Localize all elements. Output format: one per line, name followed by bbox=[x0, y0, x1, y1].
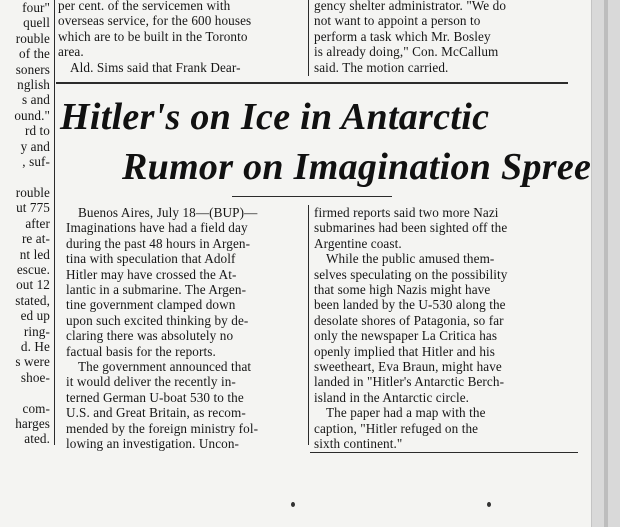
text-line: harges bbox=[15, 415, 50, 431]
text-line: lantic in a submarine. The Argen- bbox=[66, 282, 247, 298]
text-line: sweetheart, Eva Braun, might have bbox=[314, 359, 502, 375]
text-line: Ald. Sims said that Frank Dear- bbox=[70, 59, 241, 75]
text-line: landed in "Hitler's Antarctic Berch- bbox=[314, 374, 505, 390]
text-line: perform a task which Mr. Bosley bbox=[314, 28, 491, 44]
text-line: terned German U-boat 530 to the bbox=[66, 389, 244, 405]
text-line: nt led bbox=[19, 246, 50, 262]
top-right-article bbox=[314, 0, 568, 75]
text-line: nglish bbox=[17, 77, 50, 93]
text-line: per cent. of the servicemen with bbox=[58, 0, 231, 13]
text-line: upon such excited thinking by de- bbox=[66, 312, 249, 328]
text-line: U.S. and Great Britain, as recom- bbox=[66, 405, 246, 421]
text-line: selves speculating on the possibility bbox=[314, 266, 508, 282]
text-line: tine government clamped down bbox=[66, 297, 236, 313]
text-line: The paper had a map with the bbox=[326, 405, 486, 421]
text-line: s were bbox=[15, 354, 50, 370]
text-line: rouble bbox=[15, 30, 50, 46]
text-line: Argentine coast. bbox=[314, 235, 402, 251]
text-line: submarines had been sighted off the bbox=[314, 220, 508, 236]
text-line: ated. bbox=[24, 431, 50, 447]
text-line: of the bbox=[19, 46, 50, 62]
text-line: that some high Nazis might have bbox=[314, 282, 491, 298]
text-line: ound." bbox=[14, 107, 50, 123]
text-line: four" bbox=[22, 0, 50, 15]
text-line: mended by the foreign ministry fol- bbox=[66, 420, 259, 436]
text-line: out 12 bbox=[16, 277, 50, 293]
text-line: ed up bbox=[20, 308, 50, 324]
text-line: While the public amused them- bbox=[326, 251, 495, 267]
text-line: openly implied that Hitler and his bbox=[314, 343, 496, 359]
text-line: rouble bbox=[15, 184, 50, 200]
text-line: Imaginations have had a field day bbox=[66, 220, 248, 236]
headline-line-2: Rumor on Imagination Spree bbox=[122, 146, 592, 188]
text-line: stated, bbox=[15, 292, 50, 308]
column-divider bbox=[54, 0, 55, 445]
top-middle-article bbox=[58, 0, 304, 75]
text-line: it would deliver the recently in- bbox=[66, 374, 236, 390]
column-divider bbox=[308, 205, 309, 445]
text-line: lowing an investigation. Uncon- bbox=[66, 436, 240, 452]
text-line: firmed reports said two more Nazi bbox=[314, 205, 499, 220]
text-line: gency shelter administrator. "We do bbox=[314, 0, 507, 13]
text-line: shoe- bbox=[20, 369, 50, 385]
section-rule bbox=[56, 82, 568, 84]
text-line: Hitler may have crossed the At- bbox=[66, 266, 237, 282]
column-divider bbox=[308, 0, 309, 76]
text-line: overseas service, for the 600 houses bbox=[58, 13, 252, 29]
text-line: soners bbox=[15, 61, 50, 77]
text-line: s and bbox=[22, 92, 50, 108]
text-line: during the past 48 hours in Argen- bbox=[66, 235, 251, 251]
text-line: claring there was absolutely no bbox=[66, 328, 234, 344]
text-line: ring- bbox=[23, 323, 50, 339]
text-line bbox=[0, 385, 50, 400]
headline-line-1: Hitler's on Ice in Antarctic bbox=[60, 96, 490, 138]
text-line: escue. bbox=[16, 261, 50, 277]
text-line: y and bbox=[20, 138, 50, 154]
speck-mark bbox=[487, 502, 491, 507]
text-line bbox=[0, 169, 50, 184]
text-line: ut 775 bbox=[16, 200, 50, 216]
vertical-scrollbar[interactable] bbox=[591, 0, 620, 527]
text-line: been landed by the U-530 along the bbox=[314, 297, 506, 313]
text-line: is already doing," Con. McCallum bbox=[314, 44, 499, 60]
text-line: factual basis for the reports. bbox=[66, 343, 216, 359]
speck-mark bbox=[291, 502, 295, 507]
text-line: not want to appoint a person to bbox=[314, 13, 481, 29]
text-line: area. bbox=[58, 44, 84, 60]
text-line: Buenos Aires, July 18—(BUP)— bbox=[78, 205, 258, 220]
scrollbar-thumb[interactable] bbox=[604, 0, 608, 527]
text-line: The government announced that bbox=[78, 359, 252, 375]
left-column-fragment bbox=[0, 0, 50, 447]
text-line: caption, "Hitler refuged on the bbox=[314, 420, 479, 436]
text-line: only the newspaper La Critica has bbox=[314, 328, 498, 344]
text-line: said. The motion carried. bbox=[314, 59, 449, 75]
text-line: which are to be built in the Toronto bbox=[58, 28, 248, 44]
text-line: , suf- bbox=[22, 154, 50, 170]
text-line: after bbox=[25, 215, 50, 231]
text-line: sixth continent." bbox=[314, 436, 403, 452]
article-column-left bbox=[66, 205, 304, 452]
text-line: desolate shores of Patagonia, so far bbox=[314, 312, 504, 328]
text-line: rd to bbox=[24, 123, 50, 139]
text-line: d. He bbox=[20, 338, 50, 354]
text-line: quell bbox=[23, 15, 50, 31]
text-line: tina with speculation that Adolf bbox=[66, 251, 236, 267]
text-line: com- bbox=[22, 400, 50, 416]
text-line: island in the Antarctic circle. bbox=[314, 389, 470, 405]
headline-rule bbox=[232, 196, 392, 197]
text-line: re at- bbox=[21, 231, 50, 247]
article-end-rule bbox=[310, 452, 578, 453]
article-column-right bbox=[314, 205, 568, 452]
